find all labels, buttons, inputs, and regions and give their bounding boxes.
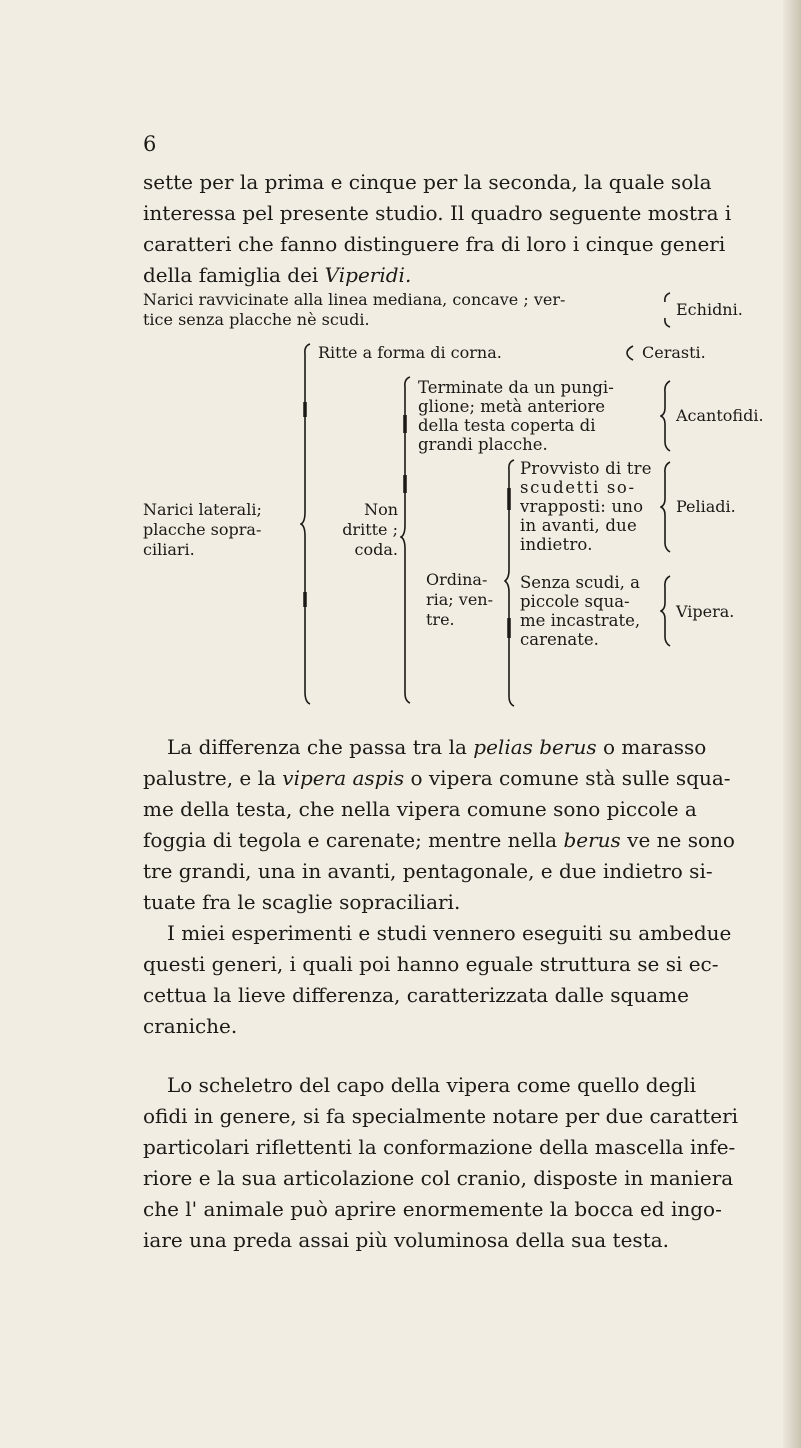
text-line (143, 732, 735, 763)
text-line: craniche. (143, 1014, 238, 1038)
text-line: questi generi, i quali poi hanno eguale struttura se si ec- (143, 952, 719, 976)
text-line: che l' animale può aprire enormemente la bocca ed ingo- (143, 1197, 722, 1221)
text-line: ria; ven- (426, 590, 493, 609)
text-line: Terminate da un pungi- (418, 378, 614, 397)
text-line: tuate fra le scaglie sopraciliari. (143, 890, 461, 914)
text-run: o vipera comune stà sulle squa- (404, 766, 731, 790)
text-line (143, 825, 735, 856)
text-line: in avanti, due (520, 516, 637, 535)
text-line: tice senza placche nè scudi. (143, 310, 370, 329)
text-run: della famiglia dei (143, 263, 325, 287)
vipera-bracket (660, 573, 674, 649)
text-line: grandi placche. (418, 435, 548, 454)
not-erect-bracket (400, 375, 414, 705)
peliadi-bracket (660, 459, 674, 555)
text-line (143, 763, 735, 794)
text-line: me della testa, che nella vipera comune sono piccole a (143, 797, 697, 821)
family-name: Viperidi. (324, 263, 412, 287)
echidni-bracket (660, 290, 674, 330)
text-line (143, 260, 731, 291)
page-number: 6 (143, 132, 157, 156)
page-edge (783, 0, 801, 1448)
text-run: foggia di tegola e carenate; mentre nella (143, 828, 564, 852)
ordinary-tail-description (426, 570, 493, 630)
text-line: caratteri che fanno distinguere fra di loro i cinque generi (143, 232, 726, 256)
text-line: Non (364, 500, 398, 519)
text-line: tre grandi, una in avanti, pentagonale, e due indietro si- (143, 859, 713, 883)
text-line: vrapposti: uno (520, 497, 644, 516)
peliadi-description (520, 459, 652, 554)
vipera-description (520, 573, 640, 649)
text-line: piccole squa- (520, 592, 630, 611)
text-line: scudetti so- (520, 478, 636, 497)
text-line: Senza scudi, a (520, 573, 640, 592)
lateral-nostrils-description (143, 500, 262, 560)
text-line: ciliari. (143, 540, 195, 559)
cerasti-bracket (624, 343, 636, 363)
text-line: glione; metà anteriore (418, 397, 605, 416)
species-name: vipera aspis (282, 766, 405, 790)
text-line: Lo scheletro del capo della vipera come quello degli (167, 1073, 697, 1097)
text-line: me incastrate, (520, 611, 641, 630)
intro-paragraph (143, 167, 731, 291)
text-line: Ordina- (426, 570, 488, 589)
lateral-big-bracket (300, 342, 314, 707)
genus-peliadi: Peliadi. (676, 497, 736, 516)
genus-cerasti: Cerasti. (642, 343, 706, 362)
acantofidi-description (418, 378, 614, 454)
species-name: berus (563, 828, 621, 852)
text-line: Narici laterali; (143, 500, 262, 519)
text-line: placche sopra- (143, 520, 262, 539)
text-line: I miei esperimenti e studi vennero eseguiti su ambedue (167, 921, 732, 945)
ordinary-bracket (504, 458, 518, 708)
horns-description: Ritte a forma di corna. (318, 343, 502, 362)
text-line: carenate. (520, 630, 599, 649)
text-line: cettua la lieve differenza, caratterizzata dalle squame (143, 983, 689, 1007)
text-line: riore e la sua articolazione col cranio, disposte in maniera (143, 1166, 734, 1190)
text-line: iare una preda assai più voluminosa della sua testa. (143, 1228, 670, 1252)
not-erect-description (318, 500, 398, 560)
text-line: Narici ravvicinate alla linea mediana, concave ; ver- (143, 290, 566, 309)
text-line: indietro. (520, 535, 593, 554)
text-run: palustre, e la (143, 766, 283, 790)
text-line: ofidi in genere, si fa specialmente notare per due caratteri (143, 1104, 739, 1128)
acantofidi-bracket (660, 378, 674, 454)
text-line: della testa coperta di (418, 416, 596, 435)
text-line: sette per la prima e cinque per la seconda, la quale sola (143, 170, 712, 194)
echidni-description (143, 290, 565, 330)
text-line: coda. (354, 540, 398, 559)
genus-acantofidi: Acantofidi. (676, 406, 764, 425)
text-line: Provvisto di tre (520, 459, 652, 478)
text-line: tre. (426, 610, 455, 629)
species-name: pelias berus (473, 735, 597, 759)
text-line: particolari riflettenti la conformazione della mascella infe- (143, 1135, 736, 1159)
paragraph-differences (143, 732, 735, 918)
genus-echidni: Echidni. (676, 300, 743, 319)
text-line: dritte ; (342, 520, 398, 539)
paragraph-skeleton (143, 1070, 738, 1256)
genus-vipera: Vipera. (676, 602, 735, 621)
text-run: o marasso (596, 735, 707, 759)
text-run: ve ne sono (620, 828, 735, 852)
text-line: interessa pel presente studio. Il quadro seguente mostra i (143, 201, 732, 225)
text-run: La differenza che passa tra la (167, 735, 474, 759)
paragraph-experiments (143, 918, 731, 1042)
